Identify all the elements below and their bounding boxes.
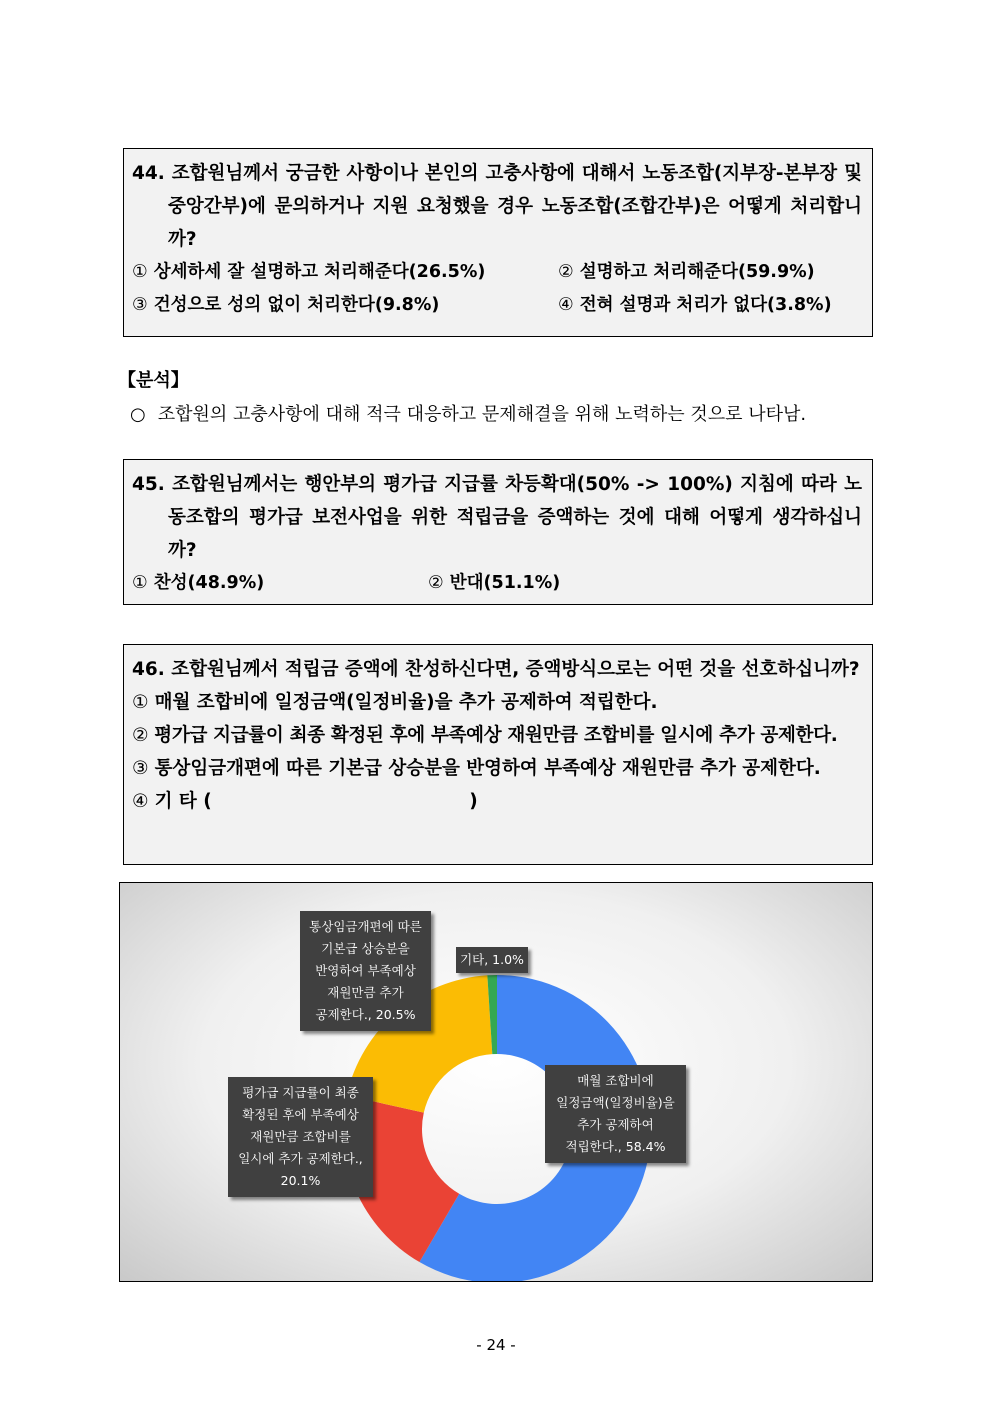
analysis-title: 【분석】 xyxy=(118,370,189,391)
option-1: ① 상세하세 잘 설명하고 처리해준다(26.5%) xyxy=(132,262,486,282)
option-4: ④ 기 타 ( ) xyxy=(132,791,478,812)
label-monthly: 매월 조합비에 일정금액(일정비율)을 추가 공제하여 적립한다., 58.4% xyxy=(545,1065,686,1163)
question-45-options xyxy=(132,567,862,601)
option-1: ① 찬성(48.9%) xyxy=(132,573,265,593)
bullet: ○ xyxy=(130,404,146,425)
question-44-options xyxy=(132,256,862,322)
option-4: ④ 전혀 설명과 처리가 없다(3.8%) xyxy=(558,295,832,315)
option-2: ② 반대(51.1%) xyxy=(428,573,561,593)
option-2: ② 설명하고 처리해준다(59.9%) xyxy=(558,262,815,282)
question-44-box xyxy=(123,148,873,337)
analysis-text: ○ 조합원의 고충사항에 대해 적극 대응하고 문제해결을 위해 노력하는 것으로 나타남. xyxy=(130,404,807,425)
donut-chart xyxy=(119,882,873,1282)
question-46-box xyxy=(123,644,873,865)
question-46-text: 46. 조합원님께서 적립금 증액에 찬성하신다면, 증액방식으로는 어떤 것을 선호하십니까? xyxy=(132,659,860,680)
label-other: 기타, 1.0% xyxy=(456,947,528,973)
option-3: ③ 건성으로 성의 없이 처리한다(9.8%) xyxy=(132,295,440,315)
question-44-text: 44. 조합원님께서 궁금한 사항이나 본인의 고충사항에 대해서 노동조합(지부장-본부장 및 중앙간부)에 문의하거나 지원 요청했을 경우 노동조합(조합간부)은 어떻게 처리합니까? xyxy=(132,163,862,250)
option-1: ① 매월 조합비에 일정금액(일정비율)을 추가 공제하여 적립한다. xyxy=(132,692,658,713)
label-lump-sum: 평가급 지급률이 최종 확정된 후에 부족예상 재원만큼 조합비를 일시에 추가 공제한다., 20.1% xyxy=(228,1077,373,1197)
label-wage-reform: 통상임금개편에 따른 기본급 상승분을 반영하여 부족예상 재원만큼 추가 공제한다., 20.5% xyxy=(300,911,431,1031)
question-45-text: 45. 조합원님께서는 행안부의 평가급 지급률 차등확대(50% -> 100%) 지침에 따라 노동조합의 평가급 보전사업을 위한 적립금을 증액하는 것에 대해 어떻게 생각하십니까? xyxy=(132,474,862,561)
page-number: - 24 - xyxy=(476,1336,516,1354)
option-2: ② 평가급 지급률이 최종 확정된 후에 부족예상 재원만큼 조합비를 일시에 추가 공제한다. xyxy=(132,725,838,746)
question-45-box xyxy=(123,459,873,605)
option-3: ③ 통상임금개편에 따른 기본급 상승분을 반영하여 부족예상 재원만큼 추가 공제한다. xyxy=(132,758,821,779)
